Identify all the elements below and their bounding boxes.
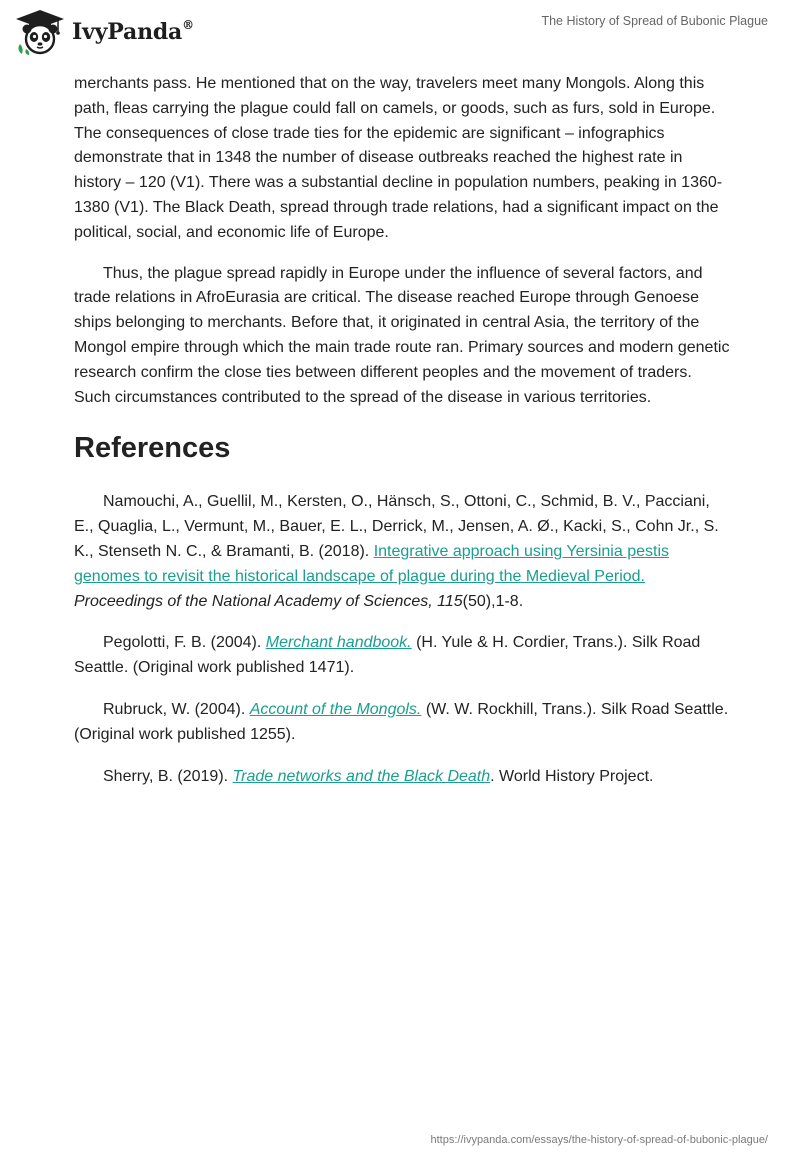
reference-3-link[interactable]: Account of the Mongols.: [249, 700, 422, 718]
body-paragraph-2: Thus, the plague spread rapidly in Europe under the influence of several factors, and trade relations in AfroEurasia are critical. The disease reached Europe through Genoese ships belonging to merchants. Before that, it originated in central Asia, the territory of the Mongol empire through which the main trade route ran. Primary sources and modern genetic research confirm the close ties between different peoples and the movement of traders. Such circumstances contributed to the spread of the disease in various territories.: [74, 264, 730, 406]
reference-4-link[interactable]: Trade networks and the Black Death: [232, 767, 491, 785]
reference-2-link[interactable]: Merchant handbook.: [265, 634, 412, 652]
brand-name: [72, 19, 194, 45]
brand-name-text: IvyPanda: [72, 19, 183, 45]
reference-1-journal: Proceedings of the National Academy of Sciences, 115: [74, 592, 463, 610]
panda-graduation-cap-icon: [14, 8, 66, 56]
references-heading: References: [74, 432, 231, 465]
reference-4-authors: Sherry, B. (2019).: [103, 767, 233, 785]
reference-2-details: (H. Yule & H. Cordier, Trans.). Silk Road Seattle. (Original work published 1471).: [74, 634, 701, 677]
reference-2-authors: Pegolotti, F. B. (2004).: [103, 634, 266, 652]
reference-1-link[interactable]: Integrative approach using Yersinia pestis genomes to revisit the historical landscape of plague during the Medieval Period.: [74, 542, 669, 585]
registered-mark: ®: [182, 17, 194, 32]
reference-1-pages: (50),1-8.: [462, 592, 524, 610]
document-title: The History of Spread of Bubonic Plague: [541, 14, 768, 28]
reference-3-authors: Rubruck, W. (2004).: [103, 700, 250, 718]
reference-3-details: (W. W. Rockhill, Trans.). Silk Road Seattle. (Original work published 1255).: [74, 700, 729, 743]
references-list: [74, 490, 730, 789]
reference-item-1: [74, 490, 730, 614]
footer-url[interactable]: https://ivypanda.com/essays/the-history-of-spread-of-bubonic-plague/: [430, 1134, 768, 1146]
page-header: [0, 0, 800, 70]
reference-item-4: [74, 765, 730, 790]
essay-content: [74, 72, 730, 806]
ivypanda-logo[interactable]: [14, 8, 194, 56]
reference-item-2: [74, 631, 730, 681]
body-paragraph-1: merchants pass. He mentioned that on the way, travelers meet many Mongols. Along this path, fleas carrying the plague could fall on camels, or goods, such as furs, sold in Europe. The consequences of close trade ties for the epidemic are significant – infographics demonstrate that in 1348 the number of disease outbreaks reached the highest rate in history – 120 (V1). There was a substantial decline in population numbers, peaking in 1360-1380 (V1). The Black Death, spread through trade relations, had a significant impact on the political, social, and economic life of Europe.: [74, 75, 723, 241]
reference-4-details: . World History Project.: [490, 767, 654, 785]
reference-1-authors: Namouchi, A., Guellil, M., Kersten, O., Hänsch, S., Ottoni, C., Schmid, B. V., Pacciani, E., Quaglia, L., Vermunt, M., Bauer, E. L., Derrick, M., Jensen, A. Ø., Kacki, S., Cohn Jr., S. K., Stenseth N. C., & Bramanti, B. (2018).: [74, 493, 719, 560]
reference-item-3: [74, 698, 730, 748]
